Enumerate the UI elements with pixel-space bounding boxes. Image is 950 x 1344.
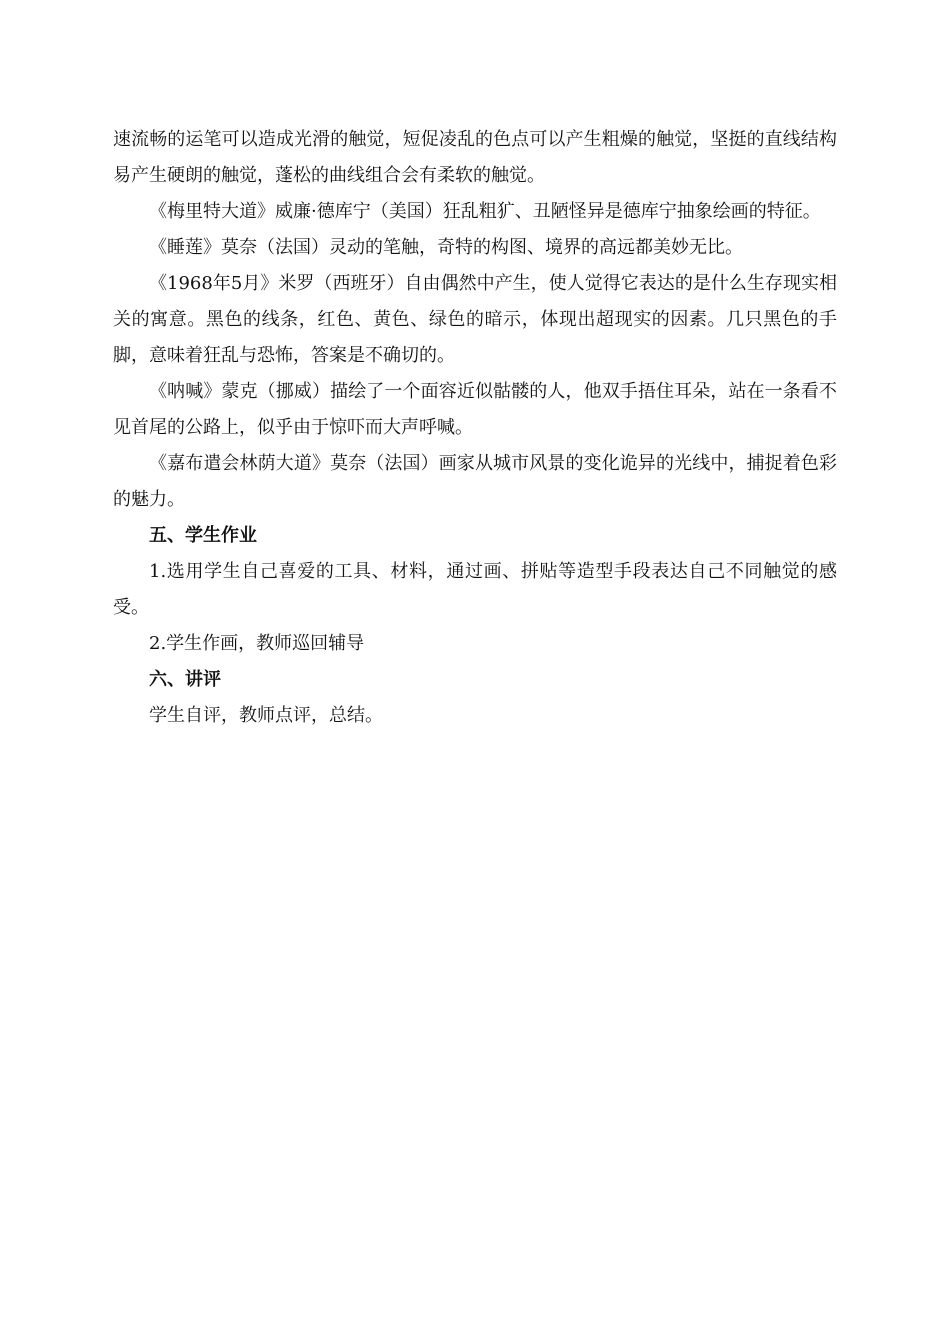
document-body	[113, 122, 837, 734]
paragraph-the-scream: 《呐喊》蒙克（挪威）描绘了一个面容近似骷髅的人，他双手捂住耳朵，站在一条看不见首尾的公路上，似乎由于惊吓而大声呼喊。	[113, 381, 837, 438]
section-heading-homework: 五、学生作业	[149, 525, 257, 546]
homework-item-1: 1.选用学生自己喜爱的工具、材料，通过画、拼贴等造型手段表达自己不同触觉的感受。	[113, 561, 837, 618]
paragraph-boulevard-des-capucines: 《嘉布遣会林荫大道》莫奈（法国）画家从城市风景的变化诡异的光线中，捕捉着色彩的魅力。	[113, 453, 837, 510]
review-body: 学生自评，教师点评，总结。	[149, 705, 383, 726]
paragraph-merritt-parkway: 《梅里特大道》威廉·德库宁（美国）狂乱粗犷、丑陋怪异是德库宁抽象绘画的特征。	[149, 201, 821, 222]
section-heading-review: 六、讲评	[149, 669, 221, 690]
paragraph-may-1968: 《1968年5月》米罗（西班牙）自由偶然中产生，使人觉得它表达的是什么生存现实相关的寓意。黑色的线条，红色、黄色、绿色的暗示，体现出超现实的因素。几只黑色的手脚，意味着狂乱与恐怖，答案是不确切的。	[113, 273, 837, 366]
homework-item-2: 2.学生作画，教师巡回辅导	[149, 633, 365, 654]
paragraph-water-lilies: 《睡莲》莫奈（法国）灵动的笔触，奇特的构图、境界的高远都美妙无比。	[149, 237, 743, 258]
paragraph-texture-description: 速流畅的运笔可以造成光滑的触觉，短促凌乱的色点可以产生粗燥的触觉，坚挺的直线结构易产生硬朗的触觉，蓬松的曲线组合会有柔软的触觉。	[113, 129, 837, 186]
